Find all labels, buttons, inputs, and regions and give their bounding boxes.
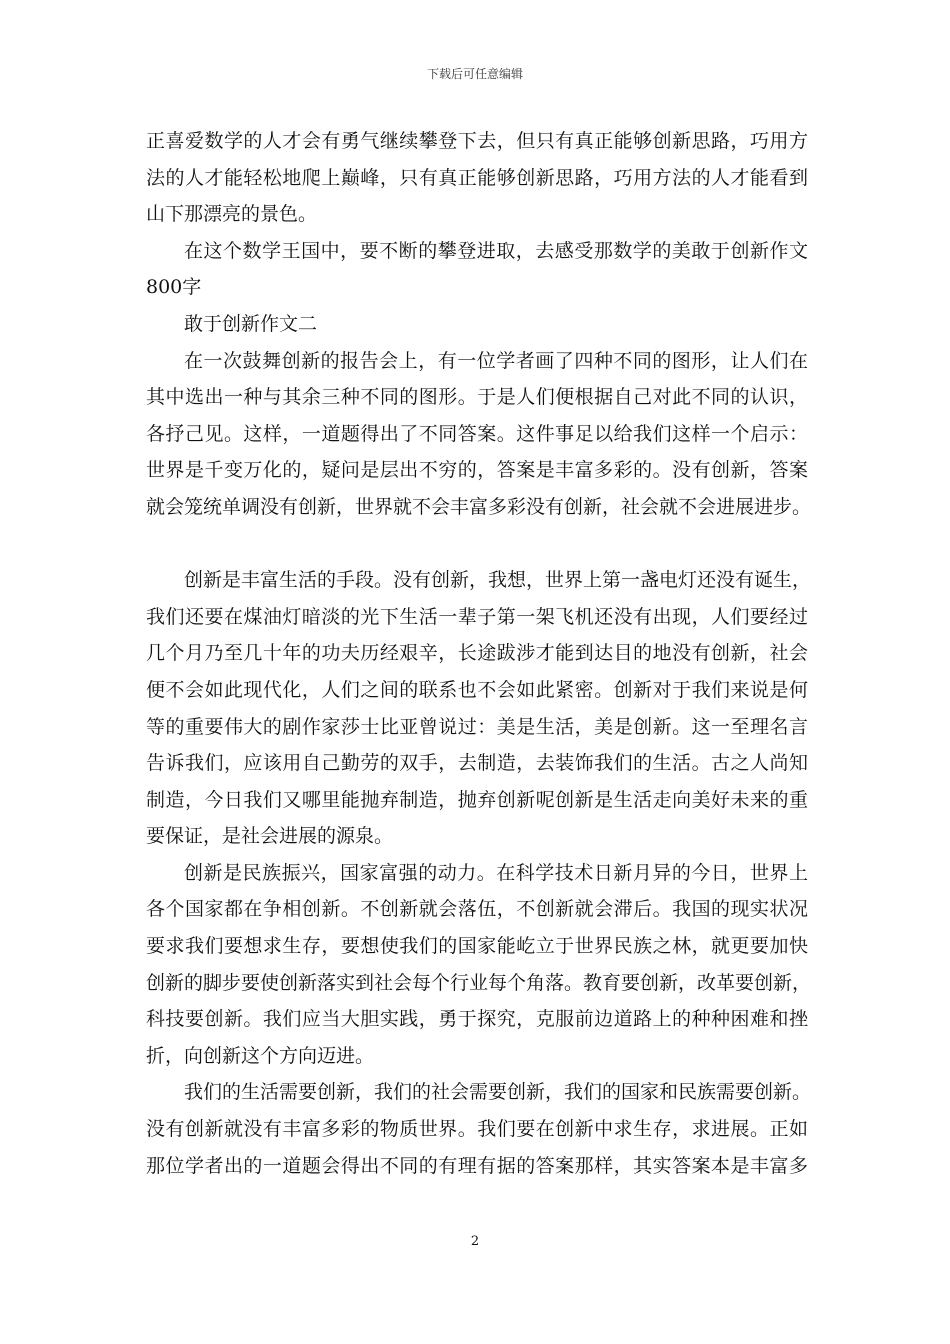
document-body bbox=[146, 123, 812, 1184]
section-heading: 敢于创新作文二 bbox=[184, 312, 318, 335]
text-line: 法的人才能轻松地爬上巅峰，只有真正能够创新思路，巧用方法的人才能看到 bbox=[146, 166, 808, 189]
text-line: 我们还要在煤油灯暗淡的光下生活一辈子第一架飞机还没有出现，人们要经过 bbox=[146, 605, 808, 628]
text-line: 科技要创新。我们应当大胆实践，勇于探究，克服前边道路上的种种困难和挫 bbox=[146, 1008, 808, 1031]
text-line: 要求我们要想求生存，要想使我们的国家能屹立于世界民族之林，就更要加快 bbox=[146, 935, 808, 958]
text-line: 要保证，是社会进展的源泉。 bbox=[146, 825, 394, 848]
text-line: 其中选出一种与其余三种不同的图形。于是人们便根据自己对此不同的认识， bbox=[146, 386, 808, 409]
text-line: 折，向创新这个方向迈进。 bbox=[146, 1044, 375, 1067]
text-line: 创新是民族振兴，国家富强的动力。在科学技术日新月异的今日，世界上 bbox=[184, 861, 808, 884]
text-line: 创新是丰富生活的手段。没有创新，我想，世界上第一盏电灯还没有诞生， bbox=[184, 569, 812, 592]
text-line: 各抒己见。这样，一道题得出了不同答案。这件事足以给我们这样一个启示： bbox=[146, 422, 808, 445]
page-number: 2 bbox=[470, 1234, 480, 1249]
text-line: 正喜爱数学的人才会有勇气继续攀登下去，但只有真正能够创新思路，巧用方 bbox=[146, 130, 808, 152]
text-line: 制造，今日我们又哪里能抛弃制造，抛弃创新呢创新是生活走向美好未来的重 bbox=[146, 788, 808, 811]
text-line: 没有创新就没有丰富多彩的物质世界。我们要在创新中求生存，求进展。正如 bbox=[146, 1118, 808, 1141]
text-line: 各个国家都在争相创新。不创新就会落伍，不创新就会滞后。我国的现实状况 bbox=[146, 898, 808, 921]
text-line: 800字 bbox=[146, 276, 202, 299]
blank-line bbox=[146, 526, 808, 563]
text-line: 就会笼统单调没有创新，世界就不会丰富多彩没有创新，社会就不会进展进步。 bbox=[146, 495, 812, 518]
text-line: 几个月乃至几十年的功夫历经艰辛，长途跋涉才能到达目的地没有创新，社会 bbox=[146, 642, 808, 665]
text-line: 在一次鼓舞创新的报告会上，有一位学者画了四种不同的图形，让人们在 bbox=[184, 349, 808, 372]
text-line: 山下那漂亮的景色。 bbox=[146, 203, 318, 226]
text-line: 创新的脚步要使创新落实到社会每个行业每个角落。教育要创新，改革要创新， bbox=[146, 971, 812, 994]
text-line: 在这个数学王国中，要不断的攀登进取，去感受那数学的美敢于创新作文 bbox=[184, 239, 808, 262]
text-line: 等的重要伟大的剧作家莎士比亚曾说过：美是生活，美是创新。这一至理名言 bbox=[146, 715, 808, 738]
text-line: 告诉我们，应该用自己勤劳的双手，去制造，去装饰我们的生活。古之人尚知 bbox=[146, 752, 808, 775]
text-line: 便不会如此现代化，人们之间的联系也不会如此紧密。创新对于我们来说是何 bbox=[146, 678, 808, 701]
text-line: 我们的生活需要创新，我们的社会需要创新，我们的国家和民族需要创新。 bbox=[184, 1081, 812, 1104]
text-line: 那位学者出的一道题会得出不同的有理有据的答案那样，其实答案本是丰富多 bbox=[146, 1154, 808, 1177]
page-header: 下载后可任意编辑 bbox=[426, 67, 523, 81]
text-line: 世界是千变万化的，疑问是层出不穷的，答案是丰富多彩的。没有创新，答案 bbox=[146, 459, 808, 482]
